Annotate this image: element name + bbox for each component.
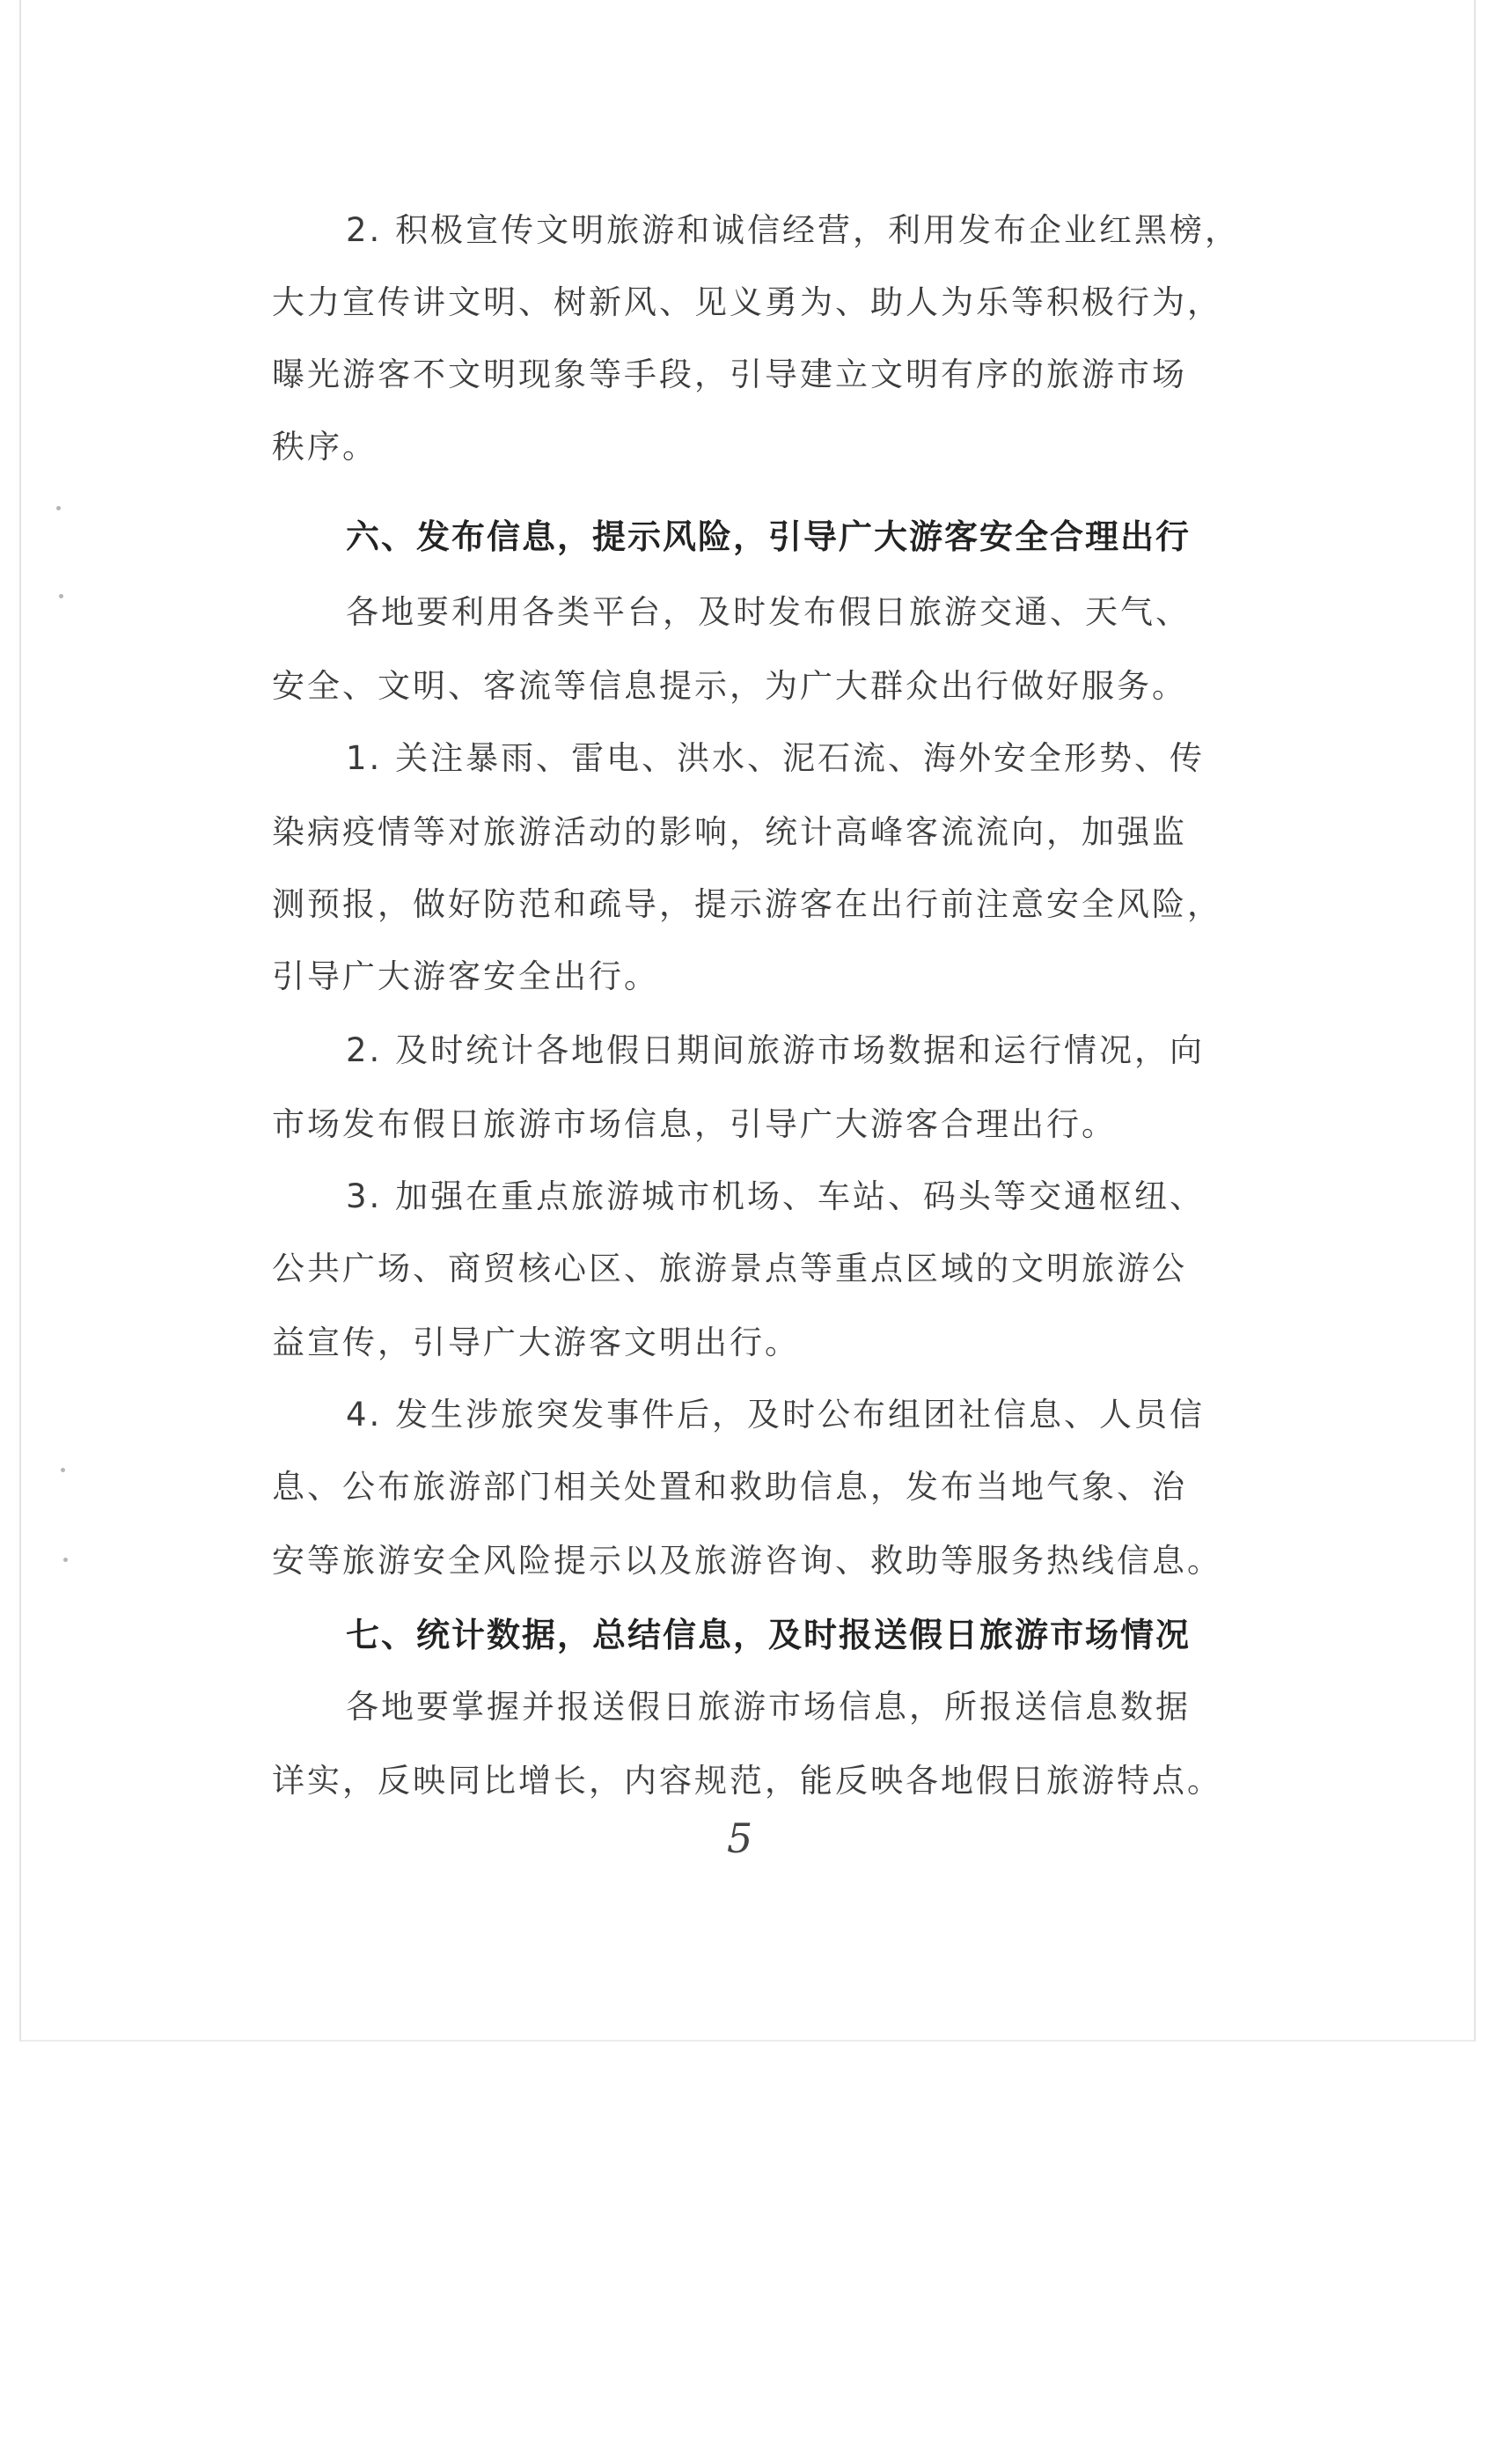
text-line: 公共广场、商贸核心区、旅游景点等重点区域的文明旅游公 — [272, 1250, 1187, 1287]
scanned-page — [19, 0, 1476, 2042]
text-line: 曝光游客不文明现象等手段，引导建立文明有序的旅游市场 — [272, 356, 1187, 393]
text-line: 2. 及时统计各地假日期间旅游市场数据和运行情况，向 — [346, 1031, 1206, 1069]
text-line: 各地要利用各类平台，及时发布假日旅游交通、天气、 — [346, 593, 1191, 631]
text-line: 1. 关注暴雨、雷电、洪水、泥石流、海外安全形势、传 — [346, 739, 1206, 777]
text-line: 息、公布旅游部门相关处置和救助信息，发布当地气象、治 — [272, 1468, 1187, 1506]
text-line: 各地要掌握并报送假日旅游市场信息，所报送信息数据 — [346, 1688, 1191, 1726]
text-line: 详实，反映同比增长，内容规范，能反映各地假日旅游特点。 — [272, 1762, 1222, 1800]
scan-speck — [61, 1468, 65, 1472]
scan-speck — [59, 594, 63, 598]
text-line: 安全、文明、客流等信息提示，为广大群众出行做好服务。 — [272, 667, 1187, 705]
scan-speck — [63, 1558, 68, 1562]
text-line: 测预报，做好防范和疏导，提示游客在出行前注意安全风险， — [272, 885, 1222, 923]
text-line: 引导广大游客安全出行。 — [272, 957, 659, 995]
text-line: 3. 加强在重点旅游城市机场、车站、码头等交通枢纽、 — [346, 1177, 1206, 1215]
text-line: 市场发布假日旅游市场信息，引导广大游客合理出行。 — [272, 1105, 1117, 1143]
text-line: 秩序。 — [272, 428, 378, 466]
text-line: 染病疫情等对旅游活动的影响，统计高峰客流流向，加强监 — [272, 813, 1187, 851]
page-number: 5 — [727, 1815, 753, 1862]
section-heading: 六、发布信息，提示风险，引导广大游客安全合理出行 — [346, 517, 1192, 556]
text-line: 安等旅游安全风险提示以及旅游咨询、救助等服务热线信息。 — [272, 1542, 1222, 1580]
section-heading: 七、统计数据，总结信息，及时报送假日旅游市场情况 — [346, 1616, 1192, 1654]
scan-speck — [56, 506, 61, 510]
text-line: 4. 发生涉旅突发事件后，及时公布组团社信息、人员信 — [346, 1396, 1206, 1434]
text-line: 益宣传，引导广大游客文明出行。 — [272, 1324, 800, 1361]
text-line: 2. 积极宣传文明旅游和诚信经营，利用发布企业红黑榜， — [346, 211, 1241, 249]
text-line: 大力宣传讲文明、树新风、见义勇为、助人为乐等积极行为， — [272, 283, 1222, 321]
